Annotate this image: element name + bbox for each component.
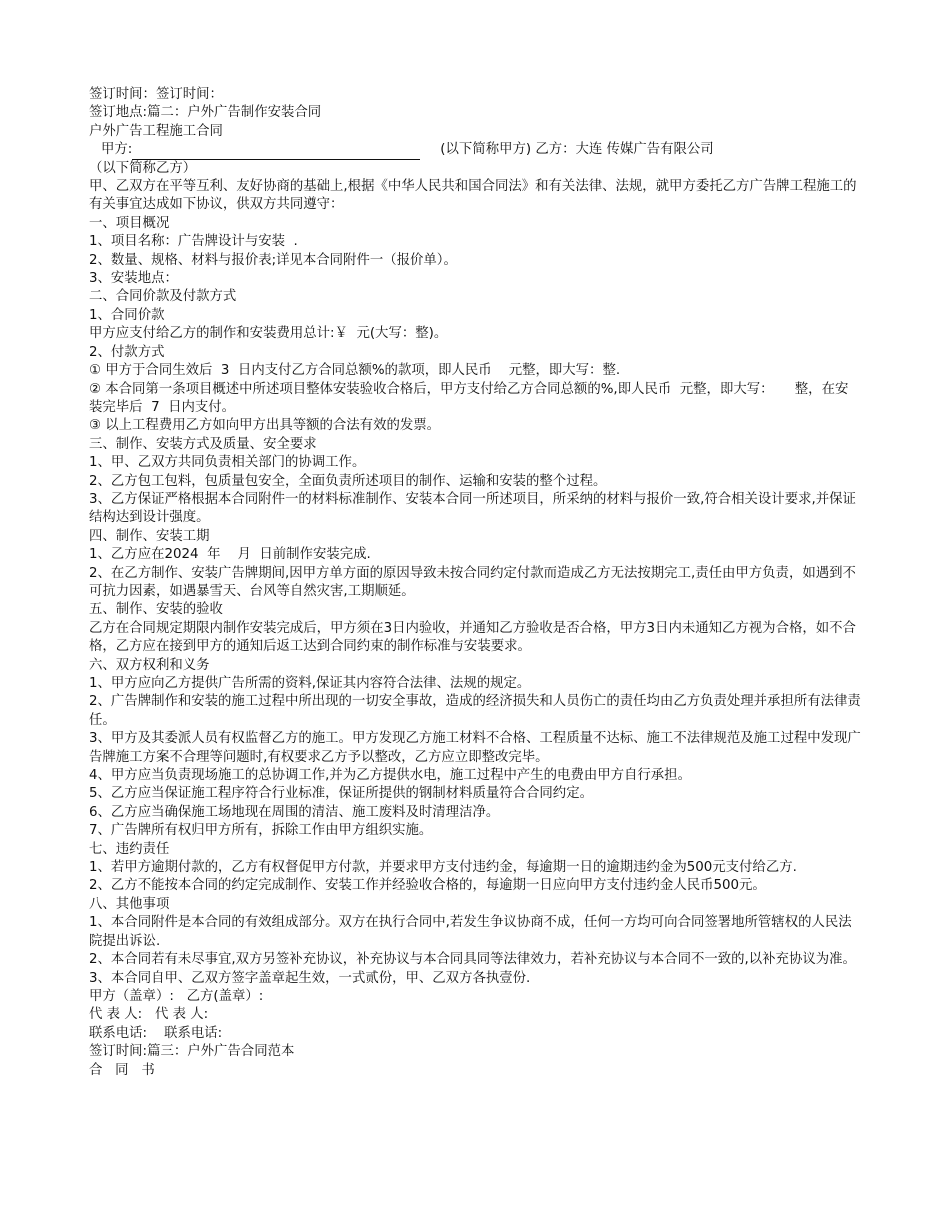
contract-line: ② 本合同第一条项目概述中所述项目整体安装验收合格后，甲方支付给乙方合同总额的%,即人民币 元整，即大写： 整，在安装完毕后 7 日内支付。 <box>89 381 849 415</box>
party-a-blank <box>132 144 420 160</box>
contract-line: 二、合同价款及付款方式 <box>89 289 237 305</box>
contract-line: 七、违约责任 <box>89 841 170 857</box>
contract-line: 1、合同价款 <box>89 307 165 323</box>
contract-line: 3、安装地点： <box>89 271 178 287</box>
contract-line: 1、若甲方逾期付款的，乙方有权督促甲方付款，并要求甲方支付违约金，每逾期一日的逾期违约金为500元支付给乙方. <box>89 860 797 876</box>
contract-line: 五、制作、安装的验收 <box>89 602 223 618</box>
contract-line: 6、乙方应当确保施工场地现在周围的清洁、施工废料及时清理洁净。 <box>89 804 500 820</box>
contract-line: 甲方应支付给乙方的制作和安装费用总计:￥ 元(大写：整)。 <box>89 326 448 342</box>
sign-place-line: 签订地点:篇二：户外广告制作安装合同 <box>89 105 322 121</box>
contract-line: 1、本合同附件是本合同的有效组成部分。双方在执行合同中,若发生争议协商不成，任何一方均可向合同签署地所管辖权的人民法院提出诉讼. <box>89 915 852 949</box>
contract-line: 四、制作、安装工期 <box>89 528 210 544</box>
contract-line: 签订时间:篇三：户外广告合同范本 <box>89 1044 295 1060</box>
contract-line: ③ 以上工程费用乙方如向甲方出具等额的合法有效的发票。 <box>89 418 441 434</box>
contract-line: 5、乙方应当保证施工程序符合行业标准，保证所提供的钢制材料质量符合合同约定。 <box>89 786 593 802</box>
sign-time-line: 签订时间：签订时间： <box>89 87 223 102</box>
contract-line: 2、乙方不能按本合同的约定完成制作、安装工作并经验收合格的，每逾期一日应向甲方支付违约金人民币500元。 <box>89 878 766 894</box>
contract-line: 1、乙方应在2024 年 月 日前制作安装完成. <box>89 547 371 563</box>
contract-line: 1、甲、乙双方共同负责相关部门的协调工作。 <box>89 455 366 471</box>
contract-line: 1、甲方应向乙方提供广告所需的资料,保证其内容符合法律、法规的规定。 <box>89 676 531 691</box>
contract-document <box>89 86 861 1080</box>
contract-body <box>89 215 861 1080</box>
contract-line: 7、广告牌所有权归甲方所有，拆除工作由甲方组织实施。 <box>89 823 433 839</box>
intro-paragraph: 甲、乙双方在平等互利、友好协商的基础上,根据《中华人民共和国合同法》和有关法律、法规，就甲方委托乙方广告牌工程施工的有关事宜达成如下协议，供双方共同遵守： <box>89 179 857 213</box>
contract-line: 代 表 人: 代 表 人: <box>89 1007 209 1023</box>
contract-line: 3、乙方保证严格根据本合同附件一的材料标准制作、安装本合同一所述项目，所采纳的材料与报价一致,符合相关设计要求,并保证结构达到设计强度。 <box>89 491 856 526</box>
contract-line: 联系电话: 联系电话: <box>89 1025 223 1041</box>
contract-line: 2、乙方包工包料，包质量包安全，全面负责所述项目的制作、运输和安装的整个过程。 <box>89 473 607 489</box>
party-a-label: 甲方: <box>101 142 133 158</box>
contract-line: 甲方（盖章）: 乙方(盖章）: <box>89 988 264 1004</box>
contract-line: 2、在乙方制作、安装广告牌期间,因甲方单方面的原因导致未按合同约定付款而造成乙方无法按期完工,责任由甲方负责，如遇到不可抗力因素，如遇暴雪天、台风等自然灾害,工期顺延。 <box>89 565 856 599</box>
contract-line: 2、数量、规格、材料与报价表;详见本合同附件一（报价单）。 <box>89 252 457 268</box>
contract-line: 一、项目概况 <box>89 215 170 231</box>
contract-line: 2、广告牌制作和安装的施工过程中所出现的一切安全事故，造成的经济损失和人员伤亡的责任均由乙方负责处理并承担所有法律责任。 <box>89 694 861 728</box>
contract-line: 3、本合同自甲、乙双方签字盖章起生效，一式贰份，甲、乙双方各执壹份. <box>89 970 531 986</box>
contract-line: 2、本合同若有未尽事宜,双方另签补充协议，补充协议与本合同具同等法律效力，若补充协议与本合同不一致的,以补充协议为准。 <box>89 952 856 968</box>
contract-line: 八、其他事项 <box>89 896 170 912</box>
contract-line: 3、甲方及其委派人员有权监督乙方的施工。甲方发现乙方施工材料不合格、工程质量不达标、施工不法律规范及施工过程中发现广告牌施工方案不合理等问题时,有权要求乙方予以整改，乙方应立即整改完毕。 <box>89 731 861 765</box>
contract-line: 2、付款方式 <box>89 344 165 360</box>
party-b-suffix: （以下简称乙方） <box>89 160 197 176</box>
contract-line: 乙方在合同规定期限内制作安装完成后，甲方须在3日内验收，并通知乙方验收是否合格，甲方3日内未通知乙方视为合格，如不合格，乙方应在接到甲方的通知后返工达到合同约束的制作标准与安装要求。 <box>89 620 856 655</box>
contract-line: ① 甲方于合同生效后 3 日内支付乙方合同总额%的款项，即人民币 元整，即大写：整. <box>89 363 621 379</box>
contract-line: 4、甲方应当负责现场施工的总协调工作,并为乙方提供水电，施工过程中产生的电费由甲方自行承担。 <box>89 768 691 784</box>
contract-subtitle: 户外广告工程施工合同 <box>89 123 223 139</box>
parties-row <box>89 141 861 159</box>
contract-line: 三、制作、安装方式及质量、安全要求 <box>89 436 317 452</box>
party-a-suffix: (以下简称甲方) 乙方：大连 传媒广告有限公司 <box>440 142 714 158</box>
contract-line: 合 同 书 <box>89 1062 155 1078</box>
contract-line: 六、双方权利和义务 <box>89 657 210 673</box>
contract-line: 1、项目名称：广告牌设计与安装 . <box>89 234 298 250</box>
